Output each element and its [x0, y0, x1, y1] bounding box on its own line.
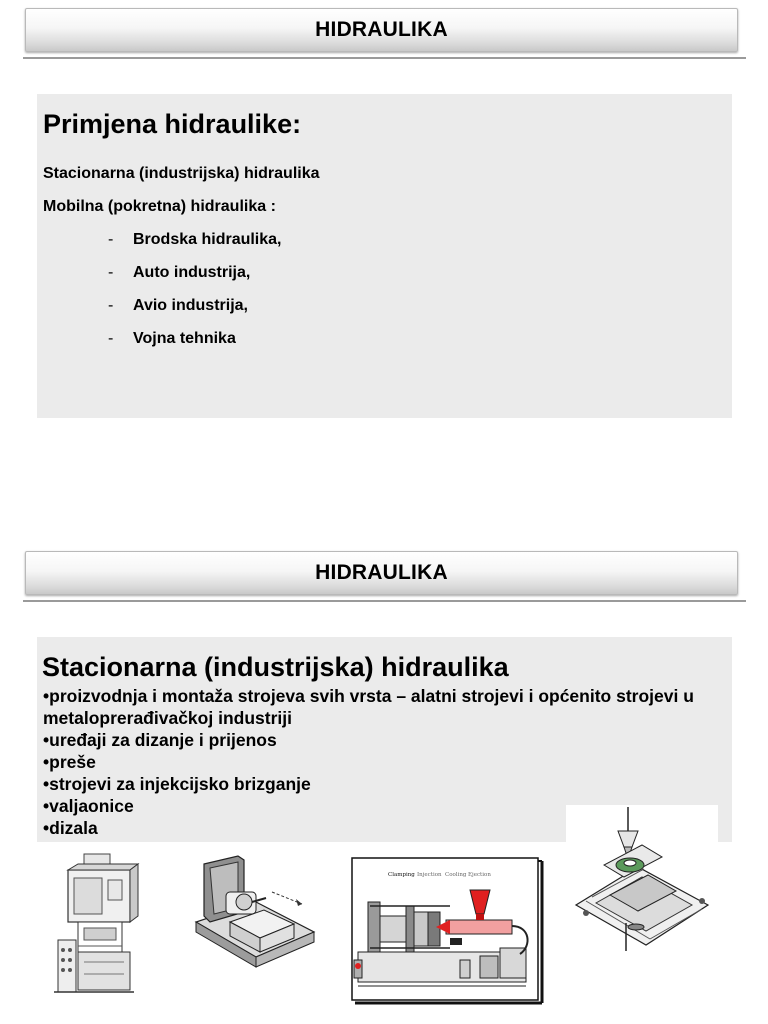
bullet-line: •strojevi za injekcijsko brizganje — [43, 774, 311, 794]
diagram-label: Ejection — [468, 872, 491, 878]
bullet-line: •preše — [43, 752, 96, 772]
diagram-label: Clamping — [388, 872, 415, 878]
dash-marker: - — [108, 264, 114, 281]
machining-center-illustration — [186, 852, 318, 972]
xy-positioning-table-illustration — [566, 805, 718, 955]
dash-marker: - — [108, 297, 114, 314]
slide2-header-text: HIDRAULIKA — [315, 561, 448, 584]
press-machine-illustration — [50, 850, 140, 995]
bullet-line: •dizala — [43, 818, 98, 838]
dash-marker: - — [108, 330, 114, 347]
bullet-line: •proizvodnja i montaža strojeva svih vrsta – alatni strojevi i općenito strojevi u — [43, 686, 694, 706]
diagram-label: Cooling — [445, 872, 467, 878]
slide1-content-panel — [37, 94, 732, 418]
list-item: Brodska hidraulika, — [133, 231, 282, 248]
slide1-header-text: HIDRAULIKA — [315, 18, 448, 41]
bullet-line: •uređaji za dizanje i prijenos — [43, 730, 277, 750]
list-item: Auto industrija, — [133, 264, 251, 281]
slide1-line-stationary: Stacionarna (industrijska) hidraulika — [43, 165, 320, 182]
injection-molding-diagram — [350, 856, 544, 1006]
slide1-divider — [23, 57, 746, 59]
slide2-divider — [23, 600, 746, 602]
slide1-line-mobile: Mobilna (pokretna) hidraulika : — [43, 198, 276, 215]
diagram-label: Injection — [417, 872, 442, 878]
bullet-line: metaloprerađivačkoj industriji — [43, 708, 292, 728]
dash-marker: - — [108, 231, 114, 248]
slide1-header — [25, 8, 738, 52]
slide2-header — [25, 551, 738, 595]
list-item: Avio industrija, — [133, 297, 248, 314]
slide1-heading: Primjena hidraulike: — [43, 109, 302, 139]
bullet-line: •valjaonice — [43, 796, 134, 816]
slide2-heading: Stacionarna (industrijska) hidraulika — [42, 652, 509, 682]
list-item: Vojna tehnika — [133, 330, 236, 347]
